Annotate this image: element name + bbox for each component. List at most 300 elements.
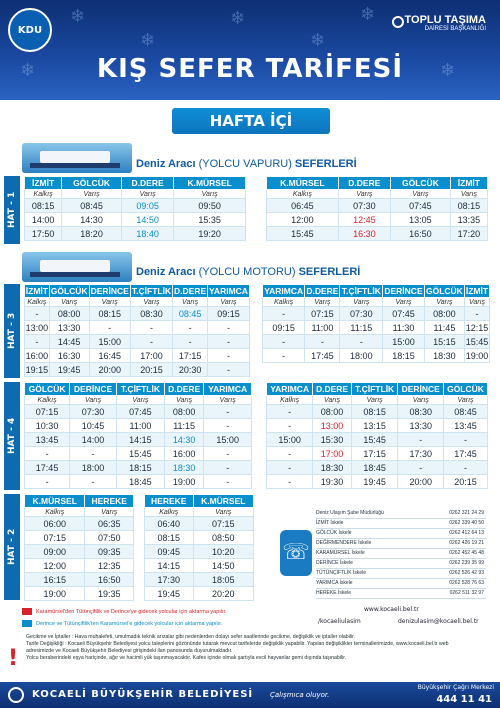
time-cell: 16:00 bbox=[164, 447, 204, 461]
time-cell: 08:30 bbox=[130, 307, 172, 321]
social-link[interactable]: /kocaeliulasim bbox=[318, 618, 361, 625]
column-header: T.ÇİFTLİK bbox=[341, 286, 381, 296]
column-subheader: Varış bbox=[62, 190, 122, 199]
time-cell: 07:50 bbox=[85, 531, 134, 545]
time-cell: 08:45 bbox=[444, 405, 488, 419]
time-cell: - bbox=[263, 307, 305, 321]
time-cell: 19:20 bbox=[174, 227, 246, 241]
time-cell: 15:35 bbox=[174, 213, 246, 227]
time-cell: 14:30 bbox=[164, 433, 204, 447]
contact-name: İZMİT İskele bbox=[316, 518, 426, 528]
snowflake-icon: ❄ bbox=[360, 4, 376, 25]
time-cell: 17:00 bbox=[313, 447, 351, 461]
column-header: İZMİT bbox=[25, 177, 62, 190]
time-cell: 16:50 bbox=[391, 227, 451, 241]
time-cell: 15:00 bbox=[204, 433, 252, 447]
column-subheader: Varış bbox=[85, 508, 134, 517]
contact-row bbox=[316, 508, 486, 518]
column-header: T.ÇİFTLİK bbox=[116, 383, 164, 396]
header-banner bbox=[0, 0, 500, 100]
time-cell: 14:00 bbox=[25, 213, 62, 227]
column-subheader: Kalkış bbox=[145, 508, 194, 517]
timetable-hat1-outbound bbox=[24, 176, 246, 241]
time-cell: 08:45 bbox=[62, 199, 122, 213]
table-row bbox=[25, 531, 134, 545]
column-header: GÖLCÜK bbox=[444, 383, 488, 396]
contact-list bbox=[316, 508, 486, 599]
column-subheader: Varış bbox=[173, 298, 208, 307]
column-header: GÖLCÜK bbox=[62, 177, 122, 190]
page-title: KIŞ SEFER TARİFESİ bbox=[96, 54, 404, 84]
time-cell: 12:35 bbox=[85, 559, 134, 573]
time-cell: 18:30 bbox=[313, 461, 351, 475]
time-cell: 09:15 bbox=[208, 307, 250, 321]
column-header: D.DERE bbox=[338, 177, 390, 190]
time-cell: - bbox=[204, 447, 252, 461]
time-cell: 12:00 bbox=[25, 559, 85, 573]
note-delay: Gecikme ve İptaller : Hava muhalefeti, umulmadık teknik arızalar gibi nedenlerden dolayı sefer saatlerinde gecikme, değişiklik ve iptaller olabilir. bbox=[26, 634, 355, 640]
time-cell: 18:00 bbox=[340, 349, 383, 363]
time-cell: 18:40 bbox=[121, 227, 173, 241]
column-subheader: Kalkış bbox=[263, 298, 305, 307]
time-cell: - bbox=[204, 419, 252, 433]
column-header: GÖLCÜK bbox=[425, 286, 463, 296]
column-header: İZMİT bbox=[450, 177, 487, 190]
contact-row bbox=[316, 558, 486, 568]
contact-row bbox=[316, 548, 486, 558]
column-header: T.ÇİFTLİK bbox=[351, 383, 398, 396]
time-cell: 06:45 bbox=[267, 199, 339, 213]
time-cell: 08:00 bbox=[164, 405, 204, 419]
column-header: YARIMCA bbox=[264, 286, 304, 296]
column-header: YARIMCA bbox=[209, 286, 248, 296]
time-cell: 18:45 bbox=[351, 461, 398, 475]
time-cell: 08:15 bbox=[145, 531, 194, 545]
time-cell: 07:30 bbox=[340, 307, 383, 321]
time-cell: 11:00 bbox=[305, 321, 340, 335]
contact-phone[interactable]: 0262 412 64 13 bbox=[426, 528, 486, 538]
footer-notes bbox=[26, 634, 476, 662]
column-header: DERİNCE bbox=[398, 383, 444, 396]
footer-org: KOCAELİ BÜYÜKŞEHİR BELEDİYESİ bbox=[32, 689, 254, 700]
timetable-hat3-return bbox=[262, 284, 490, 363]
time-cell: - bbox=[89, 321, 130, 335]
time-cell: 09:00 bbox=[25, 545, 85, 559]
column-subheader: Varış bbox=[174, 190, 246, 199]
time-cell: - bbox=[340, 335, 383, 349]
table-row bbox=[145, 587, 254, 601]
hat-label: HAT - 1 bbox=[4, 176, 20, 244]
table-row bbox=[25, 363, 250, 377]
time-cell: - bbox=[267, 447, 313, 461]
time-cell: 15:45 bbox=[267, 227, 339, 241]
time-cell: 19:45 bbox=[145, 587, 194, 601]
table-row bbox=[145, 573, 254, 587]
table-row bbox=[263, 307, 490, 321]
column-subheader: Varış bbox=[130, 298, 172, 307]
table-row bbox=[25, 433, 252, 447]
contact-phone[interactable]: 0262 239 35 99 bbox=[426, 558, 486, 568]
time-cell: 13:30 bbox=[49, 321, 89, 335]
column-subheader: Varış bbox=[450, 190, 487, 199]
table-row bbox=[145, 545, 254, 559]
warning-icon: ! bbox=[8, 646, 19, 671]
timetable-hat3-outbound bbox=[24, 284, 250, 377]
time-cell: - bbox=[208, 335, 250, 349]
table-row bbox=[25, 349, 250, 363]
time-cell: 19:00 bbox=[465, 350, 489, 361]
time-cell: 09:50 bbox=[174, 199, 246, 213]
column-header: K.MÜRSEL bbox=[174, 177, 246, 190]
contact-row bbox=[316, 528, 486, 538]
table-row bbox=[267, 227, 488, 241]
time-cell: - bbox=[208, 363, 250, 377]
time-cell: 13:45 bbox=[25, 433, 70, 447]
time-cell: - bbox=[130, 335, 172, 349]
column-header: K.MÜRSEL bbox=[25, 495, 85, 508]
time-cell: 17:30 bbox=[145, 573, 194, 587]
time-cell: 13:15 bbox=[351, 419, 398, 433]
time-cell: 08:00 bbox=[313, 405, 351, 419]
timetable-hat4-return bbox=[266, 382, 488, 489]
column-subheader: Varış bbox=[204, 396, 252, 405]
time-cell: 19:45 bbox=[49, 363, 89, 377]
time-cell: 07:15 bbox=[25, 405, 70, 419]
table-row bbox=[267, 433, 488, 447]
table-row bbox=[267, 419, 488, 433]
time-cell: 07:30 bbox=[338, 199, 390, 213]
time-cell: 13:30 bbox=[398, 419, 444, 433]
time-cell: - bbox=[25, 475, 70, 489]
column-subheader: Varış bbox=[49, 298, 89, 307]
time-cell: 09:35 bbox=[85, 545, 134, 559]
table-row bbox=[25, 227, 246, 241]
time-cell: 07:15 bbox=[305, 307, 340, 321]
column-subheader: Kalkış bbox=[25, 298, 50, 307]
time-cell: - bbox=[263, 335, 305, 349]
hat-label: HAT - 4 bbox=[4, 382, 20, 490]
time-cell: 18:00 bbox=[70, 461, 117, 475]
table-row bbox=[263, 335, 490, 349]
table-row bbox=[25, 213, 246, 227]
table-row bbox=[25, 545, 134, 559]
time-cell: 18:20 bbox=[62, 227, 122, 241]
column-subheader: Varış bbox=[424, 298, 464, 307]
time-cell: 13:00 bbox=[25, 322, 49, 333]
time-cell: 14:30 bbox=[62, 213, 122, 227]
table-row bbox=[25, 321, 250, 335]
column-subheader: Kalkış bbox=[25, 396, 70, 405]
time-cell: 18:30 bbox=[164, 461, 204, 475]
contact-phone[interactable]: 0262 528 76 63 bbox=[426, 578, 486, 588]
time-cell: 19:15 bbox=[25, 364, 49, 375]
contact-row bbox=[316, 578, 486, 588]
contact-name: HEREKE İskele bbox=[316, 588, 426, 598]
contact-name: DEĞİRMENDERE İskele bbox=[316, 538, 426, 548]
column-subheader: Varış bbox=[89, 298, 130, 307]
time-cell: 09:15 bbox=[263, 321, 305, 335]
note-red: Karamürsel'den Tütünçiftlik ve Derince'ye gidecek yolcular için aktarma yapılır. bbox=[36, 609, 227, 615]
ferry-image bbox=[22, 143, 132, 173]
note-blue: Derince ve Tütünçiftlik'ten Karamürsel'e gidecek yolcular için aktarma yapılır. bbox=[36, 621, 223, 627]
table-row bbox=[25, 447, 252, 461]
table-row bbox=[25, 559, 134, 573]
contact-phone[interactable]: 0262 321 24 29 bbox=[426, 508, 486, 518]
column-header: HEREKE bbox=[85, 495, 134, 508]
time-cell: 13:45 bbox=[444, 419, 488, 433]
table-row bbox=[25, 587, 134, 601]
time-cell: 12:00 bbox=[267, 213, 339, 227]
time-cell: 14:15 bbox=[145, 559, 194, 573]
column-header: K.MÜRSEL bbox=[267, 177, 339, 190]
time-cell: - bbox=[305, 335, 340, 349]
snowflake-icon: ❄ bbox=[20, 60, 36, 81]
time-cell: 14:15 bbox=[116, 433, 164, 447]
time-cell: 07:45 bbox=[116, 405, 164, 419]
contact-name: Deniz Ulaşım Şube Müdürlüğü bbox=[316, 508, 426, 518]
time-cell: - bbox=[208, 349, 250, 363]
time-cell: 20:00 bbox=[89, 363, 130, 377]
column-header: GÖLCÜK bbox=[391, 177, 451, 190]
time-cell: 15:45 bbox=[351, 433, 398, 447]
phone-icon: ☏ bbox=[280, 530, 312, 576]
time-cell: - bbox=[208, 321, 250, 335]
column-header: GÖLCÜK bbox=[25, 383, 70, 396]
column-header: DERİNCE bbox=[384, 286, 423, 296]
time-cell: 09:05 bbox=[121, 199, 173, 213]
time-cell: 06:35 bbox=[85, 517, 134, 531]
table-row bbox=[25, 475, 252, 489]
table-row bbox=[267, 213, 488, 227]
time-cell: 07:30 bbox=[70, 405, 117, 419]
contact-row bbox=[316, 588, 486, 598]
time-cell: 08:50 bbox=[193, 531, 253, 545]
boat-image bbox=[22, 252, 132, 282]
contact-name: TÜTÜNÇİFTLİK İskele bbox=[316, 568, 426, 578]
time-cell: 19:00 bbox=[164, 475, 204, 489]
column-header: DERİNCE bbox=[90, 286, 129, 296]
column-subheader: Varış bbox=[313, 396, 351, 405]
table-row bbox=[145, 531, 254, 545]
department-brand bbox=[405, 14, 486, 32]
time-cell: 08:15 bbox=[450, 199, 487, 213]
legend-swatch-blue bbox=[22, 620, 32, 627]
time-cell: 15:30 bbox=[313, 433, 351, 447]
time-cell: 11:00 bbox=[116, 419, 164, 433]
time-cell: 20:30 bbox=[173, 363, 208, 377]
time-cell: 10:45 bbox=[70, 419, 117, 433]
time-cell: 09:45 bbox=[145, 545, 194, 559]
column-header: İZMİT bbox=[25, 286, 48, 296]
time-cell: - bbox=[444, 461, 488, 475]
timetable-hat1-return bbox=[266, 176, 488, 241]
table-row bbox=[267, 447, 488, 461]
time-cell: 11:15 bbox=[340, 321, 383, 335]
time-cell: 12:15 bbox=[465, 322, 489, 333]
email-link[interactable]: denizulasim@kocaeli.bel.tr bbox=[398, 618, 479, 625]
column-subheader: Kalkış bbox=[25, 190, 62, 199]
time-cell: 12:45 bbox=[338, 213, 390, 227]
time-cell: - bbox=[25, 307, 50, 321]
time-cell: - bbox=[267, 419, 313, 433]
time-cell: 19:45 bbox=[351, 475, 398, 489]
time-cell: 19:00 bbox=[25, 587, 85, 601]
time-cell: 11:45 bbox=[424, 321, 464, 335]
column-header: T.ÇİFTLİK bbox=[131, 286, 172, 296]
note-change: Tarife Değişikliği : Kocaeli Büyükşehir Belediyesi yolcu taleplerini gözönünde tutarak mevcut tarifelerde değişiklik yapabilir. Yapılan değişiklikler terminallerimizde, www.kocaeli.bel.tr web adresimizde ve Kocaeli Büyükşehir Belediyesi girişindeki ilan panosunda duyurulmaktadır. bbox=[26, 641, 449, 654]
table-row bbox=[25, 335, 250, 349]
time-cell: 08:45 bbox=[173, 307, 208, 321]
time-cell: - bbox=[173, 335, 208, 349]
time-cell: - bbox=[267, 405, 313, 419]
column-subheader: Varış bbox=[383, 298, 425, 307]
time-cell: - bbox=[204, 405, 252, 419]
contact-name: GÖLCÜK İskele bbox=[316, 528, 426, 538]
time-cell: 16:30 bbox=[49, 349, 89, 363]
time-cell: 16:15 bbox=[25, 573, 85, 587]
municipality-logo-icon bbox=[8, 687, 24, 703]
hat-label: HAT - 2 bbox=[4, 494, 20, 600]
time-cell: 08:30 bbox=[398, 405, 444, 419]
column-header: DERİNCE bbox=[70, 383, 117, 396]
time-cell: 10:20 bbox=[193, 545, 253, 559]
column-header: D.DERE bbox=[313, 383, 351, 396]
time-cell: 10:30 bbox=[25, 419, 70, 433]
section-title-vapur: Deniz Aracı (YOLCU VAPURU) SEFERLERİ bbox=[136, 158, 357, 170]
time-cell: - bbox=[70, 475, 117, 489]
contact-phone[interactable]: 0262 339 40 50 bbox=[426, 518, 486, 528]
contact-phone[interactable]: 0262 426 19 21 bbox=[426, 538, 486, 548]
column-header: D.DERE bbox=[121, 177, 173, 190]
snowflake-icon: ❄ bbox=[440, 60, 456, 81]
time-cell: - bbox=[25, 335, 50, 349]
column-subheader: Varış bbox=[338, 190, 390, 199]
time-cell: 15:00 bbox=[89, 335, 130, 349]
time-cell: 16:00 bbox=[25, 350, 49, 361]
time-cell: - bbox=[204, 475, 252, 489]
time-cell: 19:35 bbox=[85, 587, 134, 601]
contact-row bbox=[316, 518, 486, 528]
time-cell: 18:15 bbox=[383, 349, 425, 363]
hat-label: HAT - 3 bbox=[4, 284, 20, 378]
time-cell: 13:00 bbox=[313, 419, 351, 433]
table-row bbox=[25, 419, 252, 433]
time-cell: 15:45 bbox=[465, 336, 489, 347]
contact-row bbox=[316, 568, 486, 578]
contact-phone[interactable]: 0262 452 45 48 bbox=[426, 548, 486, 558]
time-cell: 15:00 bbox=[383, 335, 425, 349]
column-subheader: Varış bbox=[70, 396, 117, 405]
table-row bbox=[145, 517, 254, 531]
note-luggage: Yolcu beraberindeki eşya hariçinde, ağır ve hacimli yük taşınmayacaktır. Kafes içinde olmak şartıyla evcil hayvanlar gemi dışında taşınabilir. bbox=[26, 655, 347, 661]
table-row bbox=[267, 475, 488, 489]
table-row bbox=[25, 573, 134, 587]
contact-name: KARAMÜRSEL İskele bbox=[316, 548, 426, 558]
time-cell: 15:15 bbox=[424, 335, 464, 349]
time-cell: 13:05 bbox=[391, 213, 451, 227]
column-header: D.DERE bbox=[306, 286, 339, 296]
legend-swatch-red bbox=[22, 608, 32, 615]
column-subheader: Varış bbox=[305, 298, 340, 307]
time-cell: 17:20 bbox=[450, 227, 487, 241]
column-subheader: Varış bbox=[351, 396, 398, 405]
table-row bbox=[25, 461, 252, 475]
time-cell: 20:15 bbox=[444, 475, 488, 489]
time-cell: - bbox=[204, 461, 252, 475]
time-cell: 20:00 bbox=[398, 475, 444, 489]
contact-phone[interactable]: 0262 526 42 93 bbox=[426, 568, 486, 578]
time-cell: 19:30 bbox=[313, 475, 351, 489]
contact-phone[interactable]: 0262 511 32 97 bbox=[426, 588, 486, 598]
time-cell: 16:45 bbox=[89, 349, 130, 363]
time-cell: 16:30 bbox=[338, 227, 390, 241]
time-cell: 15:45 bbox=[116, 447, 164, 461]
time-cell: 08:15 bbox=[351, 405, 398, 419]
brand-line1: TOPLU TAŞIMA bbox=[404, 14, 486, 26]
time-cell: 18:30 bbox=[424, 349, 464, 363]
time-cell: 17:45 bbox=[444, 447, 488, 461]
time-cell: 18:15 bbox=[116, 461, 164, 475]
time-cell: 17:00 bbox=[130, 349, 172, 363]
contact-name: YARIMCA İskele bbox=[316, 578, 426, 588]
column-header: YARIMCA bbox=[204, 383, 252, 396]
time-cell: - bbox=[70, 447, 117, 461]
table-row bbox=[25, 199, 246, 213]
website-link[interactable]: www.kocaeli.bel.tr bbox=[364, 606, 419, 613]
column-subheader: Varış bbox=[208, 298, 250, 307]
timetable-hat2-return bbox=[144, 494, 254, 601]
time-cell: 07:15 bbox=[193, 517, 253, 531]
time-cell: 17:45 bbox=[25, 461, 70, 475]
timetable-hat2-outbound bbox=[24, 494, 134, 601]
column-subheader: Varış bbox=[391, 190, 451, 199]
time-cell: 11:15 bbox=[164, 419, 204, 433]
time-cell: 14:45 bbox=[49, 335, 89, 349]
column-header: YARIMCA bbox=[267, 383, 313, 396]
column-header: D.DERE bbox=[164, 383, 204, 396]
time-cell: 07:45 bbox=[383, 307, 425, 321]
time-cell: 07:15 bbox=[25, 531, 85, 545]
time-cell: 17:45 bbox=[305, 349, 340, 363]
column-subheader: Kalkış bbox=[267, 396, 313, 405]
table-row bbox=[145, 559, 254, 573]
time-cell: 08:15 bbox=[25, 199, 62, 213]
column-subheader: Kalkış bbox=[25, 508, 85, 517]
column-subheader: Varış bbox=[164, 396, 204, 405]
column-subheader: Varış bbox=[444, 396, 488, 405]
column-subheader: Varış bbox=[116, 396, 164, 405]
time-cell: 08:00 bbox=[49, 307, 89, 321]
time-cell: 11:30 bbox=[383, 321, 425, 335]
time-cell: - bbox=[444, 433, 488, 447]
snowflake-icon: ❄ bbox=[70, 6, 86, 27]
column-subheader: Varış bbox=[121, 190, 173, 199]
time-cell: 14:00 bbox=[70, 433, 117, 447]
time-cell: - bbox=[263, 349, 305, 363]
table-row bbox=[263, 349, 490, 363]
column-subheader: Kalkış bbox=[267, 190, 339, 199]
callcenter-number[interactable]: 444 11 41 bbox=[436, 694, 492, 705]
time-cell: - bbox=[398, 461, 444, 475]
snowflake-icon: ❄ bbox=[230, 8, 246, 29]
column-subheader: Varış bbox=[398, 396, 444, 405]
time-cell: - bbox=[173, 321, 208, 335]
time-cell: 20:20 bbox=[193, 587, 253, 601]
snowflake-icon: ❄ bbox=[140, 30, 156, 51]
time-cell: 18:45 bbox=[116, 475, 164, 489]
table-row bbox=[25, 517, 134, 531]
time-cell: 17:15 bbox=[173, 349, 208, 363]
